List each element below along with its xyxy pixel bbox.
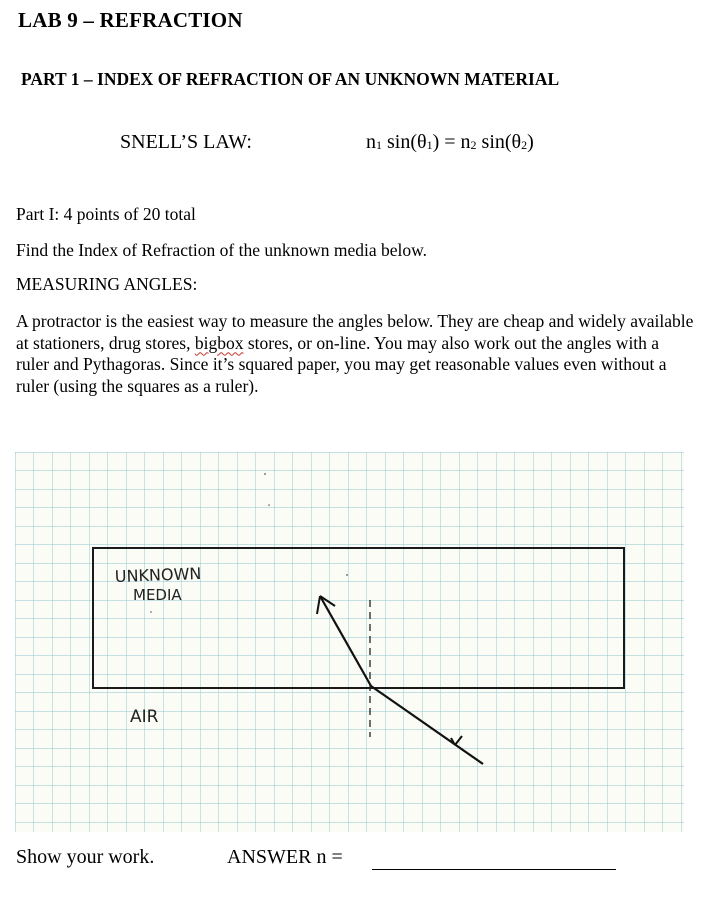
- paragraph-part-b: stores, or on-line. You may also work out the angles with a ruler and Pythagoras. Since it’s squared paper, you may get reasonable values even without a ruler (using the squares as a ruler).: [16, 332, 667, 396]
- spellcheck-flagged-word: bigbox: [194, 332, 244, 353]
- eq-sin-2: sin(θ: [476, 131, 522, 153]
- eq-sin-1: sin(θ: [382, 131, 427, 153]
- air-label: AIR: [130, 707, 159, 727]
- eq-theta-sub-1: 1: [426, 138, 433, 152]
- measuring-angles-paragraph: [16, 311, 696, 397]
- answer-blank[interactable]: [372, 869, 616, 870]
- instruction-line: Find the Index of Refraction of the unknown media below.: [16, 240, 427, 260]
- eq-mid: ) = n: [432, 131, 471, 153]
- paper-speck: [346, 574, 348, 576]
- eq-sub-2: 2: [470, 138, 477, 152]
- paragraph-part-a: A protractor is the easiest way to measure the angles below. They are cheap and widely available at stationers, drug stores,: [16, 311, 694, 353]
- paper-speck: [268, 504, 270, 506]
- page-title: LAB 9 – REFRACTION: [18, 8, 243, 32]
- points-line: Part I: 4 points of 20 total: [16, 204, 196, 224]
- paper-speck: [264, 473, 266, 475]
- snells-law-equation: [366, 131, 534, 154]
- paper-speck: [150, 611, 152, 613]
- refraction-diagram: [15, 452, 684, 832]
- eq-n1: n: [366, 131, 376, 153]
- eq-end: ): [527, 131, 534, 153]
- eq-theta-sub-2: 2: [521, 138, 528, 152]
- graph-paper-grid: [15, 452, 684, 832]
- section-subtitle: PART 1 – INDEX OF REFRACTION OF AN UNKNOWN MATERIAL: [21, 69, 560, 89]
- show-work-label: Show your work.: [16, 846, 155, 868]
- media-label-media: MEDIA: [133, 586, 182, 604]
- eq-sub-1: 1: [376, 138, 382, 152]
- answer-label: ANSWER n =: [227, 846, 343, 868]
- measuring-angles-heading: MEASURING ANGLES:: [16, 274, 198, 294]
- media-label-unknown: UNKNOWN: [114, 563, 202, 586]
- snells-law-label: SNELL’S LAW:: [120, 131, 252, 153]
